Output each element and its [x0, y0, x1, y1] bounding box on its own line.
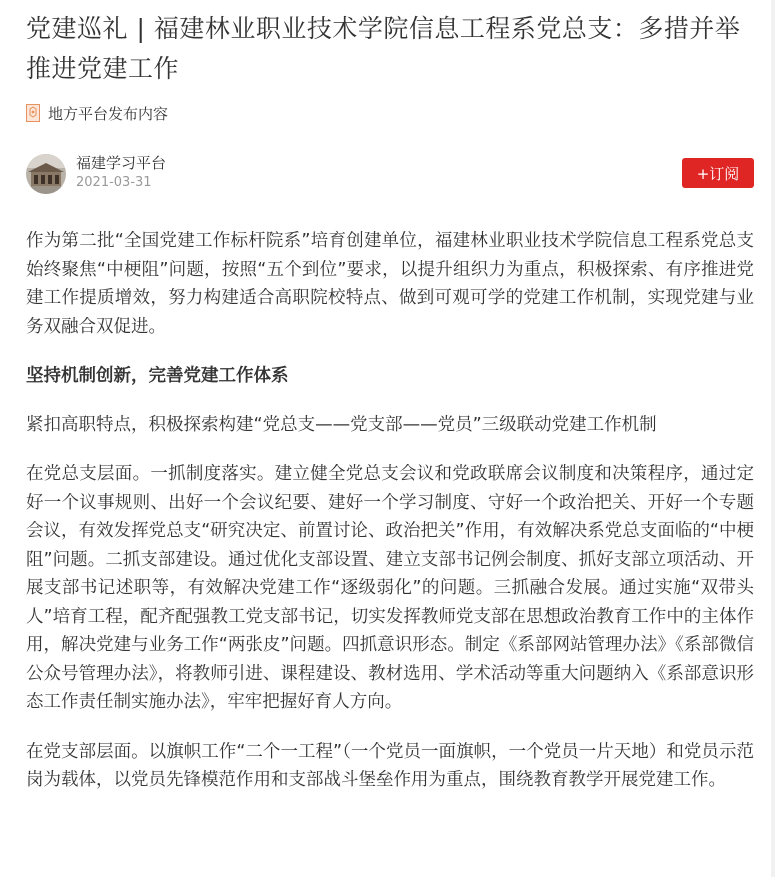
source-row: [26, 102, 754, 124]
paragraph-branch: 在党支部层面。以旗帜工作“二个一工程”（一个党员一面旗帜，一个党员一片天地）和党员示范岗为载体，以党员先锋模范作用和支部战斗堡垒作用为重点，围绕教育教学开展党建工作。: [26, 741, 754, 790]
paragraph-general-branch: 在党总支层面。一抓制度落实。建立健全党总支会议和党政联席会议制度和决策程序，通过定好一个议事规则、出好一个会议纪要、建好一个学习制度、守好一个政治把关、开好一个专题会议，有效发挥党总支“研究决定、前置讨论、政治把关”作用，有效解决系党总支面临的“中梗阻”问题。二抓支部建设。通过优化支部设置、建立支部书记例会制度、抓好支部立项活动、开展支部书记述职等，有效解决党建工作“逐级弱化”的问题。三抓融合发展。通过实施“双带头人”培育工程，配齐配强教工党支部书记，切实发挥教师党支部在思想政治教育工作中的主体作用，解决党建与业务工作“两张皮”问题。四抓意识形态。制定《系部网站管理办法》《系部微信公众号管理办法》，将教师引进、课程建设、教材选用、学术活动等重大问题纳入《系部意识形态工作责任制实施办法》，牢牢把握好育人方向。: [26, 464, 754, 712]
scrollbar[interactable]: [771, 0, 775, 877]
article-body: [26, 227, 754, 795]
source-label: 地方平台发布内容: [48, 104, 169, 123]
article: [26, 0, 754, 816]
author-row: [26, 153, 754, 195]
subscribe-button[interactable]: +订阅: [682, 158, 754, 188]
section-heading: 坚持机制创新，完善党建工作体系: [26, 366, 289, 386]
paragraph-mechanism: 紧扣高职特点，积极探索构建“党总支——党支部——党员”三级联动党建工作机制: [26, 414, 657, 435]
author-avatar[interactable]: [26, 154, 66, 194]
author-name[interactable]: 福建学习平台: [76, 154, 167, 172]
publish-date: 2021-03-31: [76, 175, 152, 190]
page-title: 党建巡礼 | 福建林业职业技术学院信息工程系党总支：多措并举推进党建工作: [26, 14, 741, 83]
bookmark-flag-icon: [26, 104, 40, 122]
paragraph-intro: 作为第二批“全国党建工作标杆院系”培育创建单位，福建林业职业技术学院信息工程系党总支始终聚焦“中梗阻”问题，按照“五个到位”要求，以提升组织力为重点，积极探索、有序推进党建工作提质增效，努力构建适合高职院校特点、做到可观可学的党建工作机制，实现党建与业务双融合双促进。: [26, 231, 754, 337]
